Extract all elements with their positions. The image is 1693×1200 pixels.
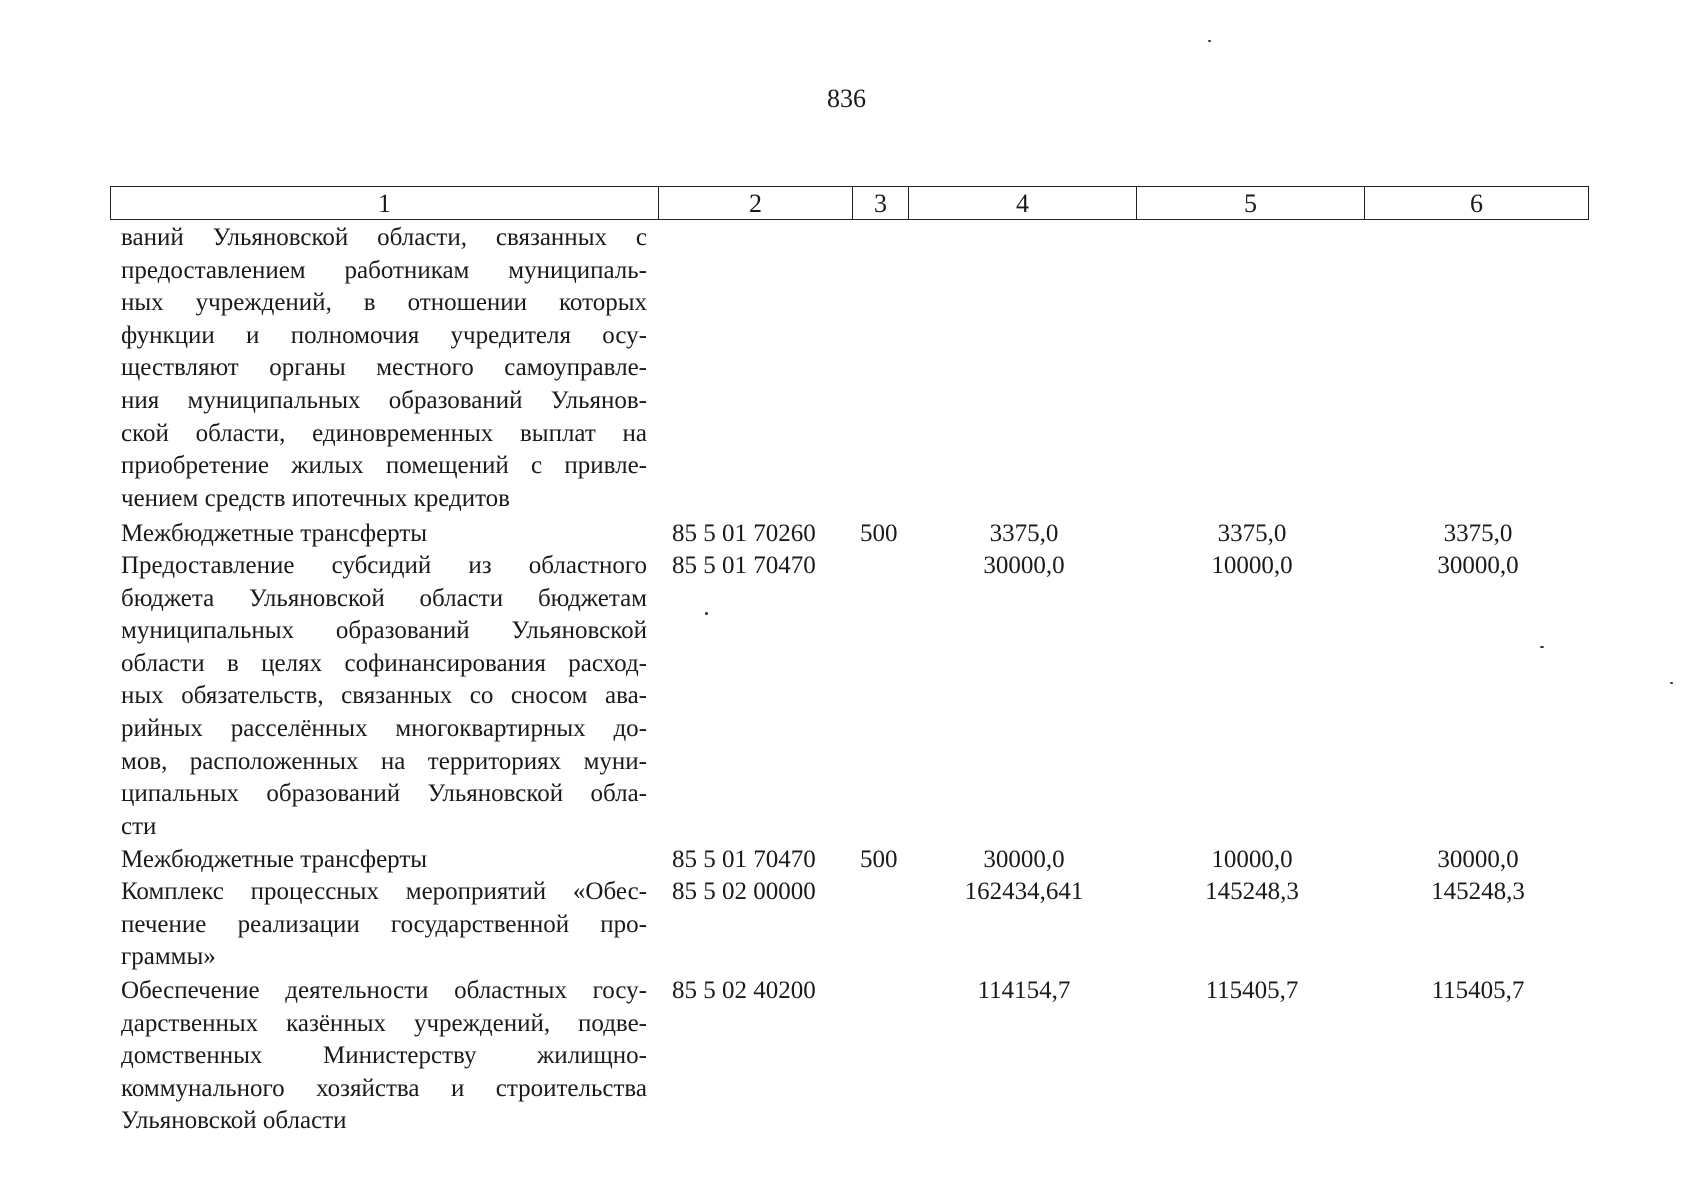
- row-code: 85 5 01 70470: [672, 846, 816, 873]
- description-line: ществляют органы местного самоуправле-: [121, 354, 647, 382]
- description-line: мов, расположенных на территориях муни-: [121, 747, 647, 775]
- scan-speck: [705, 612, 708, 615]
- description-line: ваний Ульяновской области, связанных с: [121, 224, 647, 251]
- row-code: 85 5 01 70260: [672, 520, 816, 547]
- header-col-3: 3: [853, 187, 909, 220]
- description-line: Межбюджетные трансферты: [121, 520, 428, 547]
- description-line: ных обязательств, связанных со сносом ава-: [121, 682, 647, 710]
- description-line: ных учреждений, в отношении которых: [121, 289, 647, 317]
- row-description: [121, 518, 647, 551]
- description-line: муниципальных образований Ульяновской: [121, 617, 647, 645]
- header-col-2: 2: [659, 187, 853, 220]
- header-col-6: 6: [1365, 187, 1589, 220]
- scan-speck: [1208, 40, 1211, 42]
- row-value-col4: 30000,0: [983, 552, 1065, 579]
- row-value-col6: 145248,3: [1431, 878, 1525, 905]
- description-line: области в целях софинансирования расход-: [121, 649, 647, 677]
- row-value-col6: 30000,0: [1437, 846, 1519, 873]
- row-value-col4: 3375,0: [989, 520, 1059, 547]
- row-expense-type: 500: [860, 846, 898, 873]
- description-line: домственных Министерству жилищно-: [121, 1042, 647, 1070]
- page-number: 836: [827, 84, 866, 113]
- row-code: 85 5 02 40200: [672, 977, 816, 1004]
- row-value-col5: 115405,7: [1205, 977, 1299, 1004]
- row-description: [121, 876, 647, 974]
- row-description: [121, 975, 647, 1138]
- description-line: печение реализации государственной про-: [121, 910, 647, 938]
- row-value-col5: 3375,0: [1217, 520, 1287, 547]
- row-value-col4: 30000,0: [983, 846, 1065, 873]
- row-code: 85 5 01 70470: [672, 552, 816, 579]
- description-line: чением средств ипотечных кредитов: [121, 484, 510, 512]
- description-line: Ульяновской области: [121, 1107, 347, 1135]
- row-value-col6: 115405,7: [1431, 977, 1525, 1004]
- description-line: приобретение жилых помещений с привле-: [121, 452, 647, 480]
- table-header: [110, 186, 1589, 220]
- description-line: Комплекс процессных мероприятий «Обес-: [121, 878, 647, 905]
- description-line: рийных расселённых многоквартирных до-: [121, 714, 647, 742]
- description-line: ния муниципальных образований Ульянов-: [121, 386, 647, 414]
- description-line: бюджета Ульяновской области бюджетам: [121, 584, 647, 612]
- header-col-4: 4: [909, 187, 1137, 220]
- description-line: дарственных казённых учреждений, подве-: [121, 1009, 647, 1037]
- row-description: [121, 844, 647, 877]
- row-value-col6: 3375,0: [1443, 520, 1513, 547]
- description-line: Предоставление субсидий из областного: [121, 552, 647, 579]
- row-description: [121, 550, 647, 843]
- description-line: ской области, единовременных выплат на: [121, 419, 647, 447]
- row-value-col6: 30000,0: [1437, 552, 1519, 579]
- row-value-col5: 10000,0: [1211, 552, 1293, 579]
- row-value-col4: 114154,7: [977, 977, 1071, 1004]
- description-line: Межбюджетные трансферты: [121, 846, 428, 873]
- description-line: коммунального хозяйства и строительства: [121, 1074, 647, 1102]
- description-line: ципальных образований Ульяновской обла-: [121, 780, 647, 808]
- row-description: [121, 222, 647, 515]
- header-col-5: 5: [1137, 187, 1365, 220]
- row-expense-type: 500: [860, 520, 898, 547]
- header-col-1: 1: [111, 187, 659, 220]
- description-line: предоставлением работникам муниципаль-: [121, 256, 647, 284]
- description-line: сти: [121, 812, 157, 840]
- scan-speck: [1670, 682, 1673, 684]
- row-value-col5: 10000,0: [1211, 846, 1293, 873]
- row-value-col4: 162434,641: [964, 878, 1084, 905]
- row-code: 85 5 02 00000: [672, 878, 816, 905]
- description-line: граммы»: [121, 943, 216, 971]
- scan-speck: [1540, 646, 1544, 648]
- description-line: функции и полномочия учредителя осу-: [121, 321, 647, 349]
- description-line: Обеспечение деятельности областных госу-: [121, 977, 647, 1004]
- row-value-col5: 145248,3: [1205, 878, 1299, 905]
